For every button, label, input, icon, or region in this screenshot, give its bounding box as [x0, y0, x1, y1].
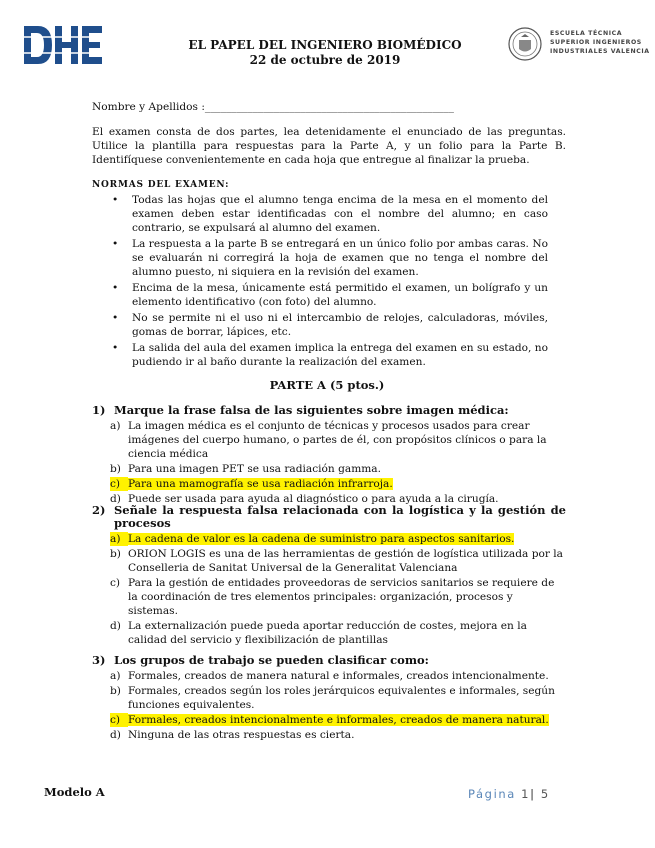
question-number: 1): [92, 403, 106, 417]
question-3: [92, 654, 566, 743]
answer-option: [110, 462, 566, 476]
option-text: La cadena de valor es la cadena de suministro para aspectos sanitarios.: [128, 533, 515, 545]
name-field[interactable]: Nombre y Apellidos :_______________________________________________: [92, 101, 454, 113]
option-letter: d): [110, 493, 121, 505]
normas-item-text: La salida del aula del examen implica la entrega del examen en su estado, no pudiendo ir al baño durante la realización del examen.: [132, 342, 548, 368]
page-separator: |: [530, 787, 536, 801]
page-total: 5: [540, 787, 550, 801]
intro-paragraph: El examen consta de dos partes, lea detenidamente el enunciado de las preguntas. Utilice la plantilla para respuestas para la Parte A, y un folio para la Parte B. Identifíquese convenientemente en cada hoja que entregue al finalizar la prueba.: [92, 126, 566, 166]
option-text: Para una imagen PET se usa radiación gamma.: [128, 463, 381, 475]
answer-option: [110, 419, 566, 461]
section-heading: PARTE A (5 ptos.): [269, 378, 385, 392]
answer-option: [110, 684, 566, 712]
list-item: [108, 193, 548, 235]
option-text: Formales, creados intencionalmente e informales, creados de manera natural.: [128, 714, 549, 726]
bullet-icon: •: [112, 194, 119, 206]
option-text: La externalización puede pueda aportar reducción de costes, mejora en la calidad del servicio y flexibilización de plantillas: [128, 620, 527, 646]
list-item: [108, 311, 548, 339]
answer-option: [110, 619, 566, 647]
option-letter: d): [110, 620, 121, 632]
question-1: [92, 404, 566, 507]
bullet-icon: •: [112, 342, 119, 354]
page-indicator: [468, 787, 550, 801]
option-letter: b): [110, 548, 121, 560]
option-letter: a): [110, 420, 121, 432]
list-item: [108, 341, 548, 369]
question-text: Marque la frase falsa de las siguientes sobre imagen médica:: [114, 403, 509, 417]
dhe-logo: [22, 22, 104, 68]
page-label: Página: [468, 787, 516, 801]
option-text: ORION LOGIS es una de las herramientas de gestión de logística utilizada por la Conselleria de Sanitat Universal de la Generalitat Valenciana: [128, 548, 564, 574]
question-2: [92, 504, 566, 648]
answer-option-highlighted: [110, 477, 566, 491]
normas-item-text: No se permite ni el uso ni el intercambio de relojes, calculadoras, móviles, gomas de borrar, lápices, etc.: [132, 312, 548, 338]
option-text: Para la gestión de entidades proveedoras de servicios sanitarios se requiere de la coordinación de tres elementos principales: organización, procesos y sistemas.: [128, 577, 555, 617]
option-letter: c): [110, 577, 121, 589]
bullet-icon: •: [112, 282, 119, 294]
option-letter: b): [110, 463, 121, 475]
option-letter: c): [110, 713, 128, 727]
option-text: Ninguna de las otras respuestas es cierta.: [128, 729, 355, 741]
option-text: La imagen médica es el conjunto de técnicas y procesos usados para crear imágenes del cuerpo humano, o partes de él, con propósitos clínicos o para la ciencia médica: [128, 420, 547, 460]
school-name: [550, 29, 650, 56]
question-text: Señale la respuesta falsa relacionada con la logística y la gestión de procesos: [114, 503, 566, 530]
question-text: Los grupos de trabajo se pueden clasificar como:: [114, 653, 429, 667]
option-text: Formales, creados según los roles jerárquicos equivalentes e informales, según funciones equivalentes.: [128, 685, 555, 711]
normas-list: [108, 193, 548, 371]
school-logo: [508, 27, 650, 63]
model-label: Modelo A: [44, 785, 105, 799]
document-title: EL PAPEL DEL INGENIERO BIOMÉDICO: [188, 38, 462, 52]
option-text: Puede ser usada para ayuda al diagnóstico o para ayuda a la cirugía.: [128, 493, 499, 505]
answer-option-highlighted: [110, 532, 566, 546]
option-letter: a): [110, 532, 128, 546]
answer-option: [110, 728, 566, 742]
option-letter: d): [110, 729, 121, 741]
option-text: Para una mamografía se usa radiación infrarroja.: [128, 478, 393, 490]
list-item: [108, 237, 548, 279]
option-letter: c): [110, 477, 128, 491]
school-seal-icon: [508, 27, 542, 61]
question-number: 3): [92, 653, 106, 667]
page-number: 1: [521, 787, 531, 801]
normas-item-text: Encima de la mesa, únicamente está permitido el examen, un bolígrafo y un elemento identificativo (con foto) del alumno.: [132, 282, 548, 308]
normas-heading: NORMAS DEL EXAMEN:: [92, 180, 230, 190]
question-number: 2): [92, 503, 106, 517]
school-name-line: INDUSTRIALES VALENCIA: [550, 48, 650, 55]
normas-item-text: Todas las hojas que el alumno tenga encima de la mesa en el momento del examen deben estar identificadas con el nombre del alumno; en caso contrario, se expulsará al alumno del examen.: [132, 194, 548, 234]
answer-option-highlighted: [110, 713, 566, 727]
option-letter: a): [110, 670, 121, 682]
normas-item-text: La respuesta a la parte B se entregará en un único folio por ambas caras. No se evaluarán ni corregirá la hoja de examen que no tenga el nombre del alumno puesto, ni siquiera en la revisión del examen.: [132, 238, 548, 278]
answer-option: [110, 576, 566, 618]
answer-option: [110, 547, 566, 575]
school-name-line: ESCUELA TÉCNICA: [550, 30, 623, 37]
bullet-icon: •: [112, 312, 119, 324]
option-text: Formales, creados de manera natural e informales, creados intencionalmente.: [128, 670, 549, 682]
option-letter: b): [110, 685, 121, 697]
answer-option: [110, 669, 566, 683]
list-item: [108, 281, 548, 309]
document-date: 22 de octubre de 2019: [249, 53, 401, 67]
school-name-line: SUPERIOR INGENIEROS: [550, 39, 642, 46]
bullet-icon: •: [112, 238, 119, 250]
